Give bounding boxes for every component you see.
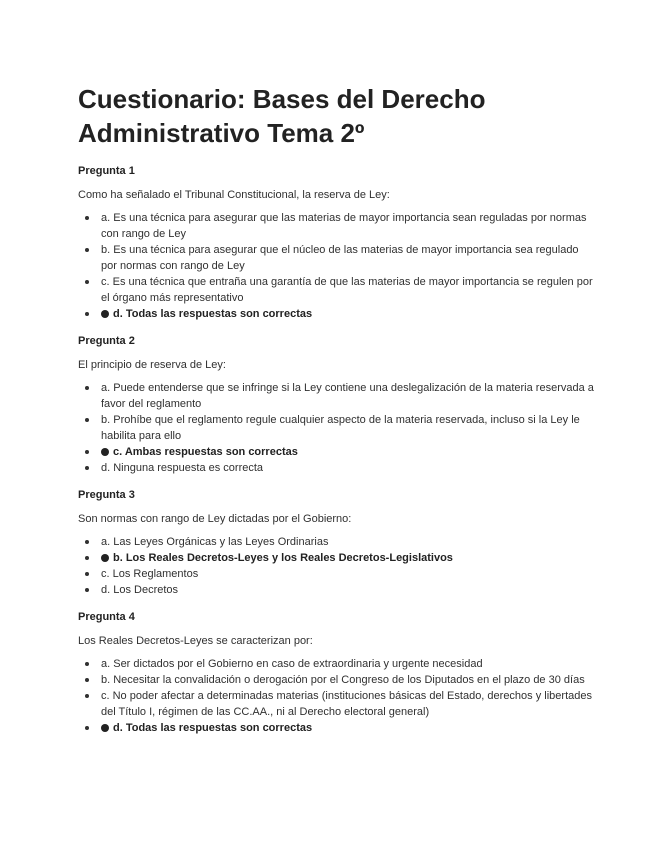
option-item — [78, 412, 595, 444]
bullet-icon — [85, 588, 89, 592]
option-item — [78, 656, 595, 672]
option-item — [78, 210, 595, 242]
bullet-icon — [85, 418, 89, 422]
question-block — [78, 334, 595, 476]
option-item — [78, 566, 595, 582]
option-text: b. Es una técnica para asegurar que el núcleo de las materias de mayor importancia sea regulado por normas con rango de Ley — [101, 244, 579, 272]
correct-answer-dot-icon — [101, 724, 109, 732]
option-text: b. Necesitar la convalidación o derogación por el Congreso de los Diputados en el plazo de 30 días — [101, 674, 585, 686]
option-item — [78, 534, 595, 550]
option-text: d. Todas las respuestas son correctas — [113, 308, 313, 320]
option-text: d. Los Decretos — [101, 584, 179, 596]
option-text: c. Es una técnica que entraña una garantía de que las materias de mayor importancia se regulen por el órgano más representativo — [101, 276, 593, 304]
option-text: b. Los Reales Decretos-Leyes y los Reales Decretos-Legislativos — [113, 552, 453, 564]
correct-answer-dot-icon — [101, 310, 109, 318]
option-item-correct — [78, 550, 595, 566]
question-label: Pregunta 3 — [78, 489, 135, 501]
question-block — [78, 488, 595, 598]
option-item-correct — [78, 444, 595, 460]
option-item — [78, 688, 595, 720]
bullet-icon — [85, 386, 89, 390]
question-label: Pregunta 2 — [78, 335, 135, 347]
correct-answer-dot-icon — [101, 554, 109, 562]
bullet-icon — [85, 540, 89, 544]
question-text: Como ha señalado el Tribunal Constitucional, la reserva de Ley: — [78, 189, 390, 201]
option-text: d. Ninguna respuesta es correcta — [101, 462, 264, 474]
correct-answer-dot-icon — [101, 448, 109, 456]
options-list — [78, 380, 595, 476]
option-text: a. Las Leyes Orgánicas y las Leyes Ordinarias — [101, 536, 329, 548]
questions-container — [78, 164, 595, 736]
bullet-icon — [85, 216, 89, 220]
question-block — [78, 610, 595, 736]
option-text: a. Ser dictados por el Gobierno en caso de extraordinaria y urgente necesidad — [101, 658, 483, 670]
bullet-icon — [85, 280, 89, 284]
question-text: Los Reales Decretos-Leyes se caracterizan por: — [78, 635, 313, 647]
question-text: Son normas con rango de Ley dictadas por el Gobierno: — [78, 513, 352, 525]
page-title: Cuestionario: Bases del Derecho Administrativo Tema 2º — [78, 84, 486, 148]
option-item — [78, 274, 595, 306]
option-text: a. Puede entenderse que se infringe si la Ley contiene una deslegalización de la materia reservada a favor del reglamento — [101, 382, 594, 410]
option-item — [78, 242, 595, 274]
option-text: c. Los Reglamentos — [101, 568, 199, 580]
question-label: Pregunta 1 — [78, 165, 135, 177]
bullet-icon — [85, 466, 89, 470]
options-list — [78, 534, 595, 598]
option-text: c. No poder afectar a determinadas materias (instituciones básicas del Estado, derechos y libertades del Título I, régimen de las CC.AA., ni al Derecho electoral general) — [101, 690, 592, 718]
option-item — [78, 380, 595, 412]
question-text: El principio de reserva de Ley: — [78, 359, 226, 371]
option-text: b. Prohíbe que el reglamento regule cualquier aspecto de la materia reservada, incluso si la Ley le habilita para ello — [101, 414, 580, 442]
bullet-icon — [85, 678, 89, 682]
bullet-icon — [85, 248, 89, 252]
options-list — [78, 210, 595, 322]
bullet-icon — [85, 450, 89, 454]
bullet-icon — [85, 694, 89, 698]
bullet-icon — [85, 572, 89, 576]
options-list — [78, 656, 595, 736]
question-block — [78, 164, 595, 322]
question-label: Pregunta 4 — [78, 611, 135, 623]
option-text: d. Todas las respuestas son correctas — [113, 722, 313, 734]
option-item — [78, 460, 595, 476]
bullet-icon — [85, 726, 89, 730]
option-item — [78, 672, 595, 688]
option-item — [78, 582, 595, 598]
option-text: c. Ambas respuestas son correctas — [113, 446, 298, 458]
bullet-icon — [85, 662, 89, 666]
option-item-correct — [78, 720, 595, 736]
bullet-icon — [85, 556, 89, 560]
option-text: a. Es una técnica para asegurar que las materias de mayor importancia sean reguladas por normas con rango de Ley — [101, 212, 587, 240]
bullet-icon — [85, 312, 89, 316]
option-item-correct — [78, 306, 595, 322]
